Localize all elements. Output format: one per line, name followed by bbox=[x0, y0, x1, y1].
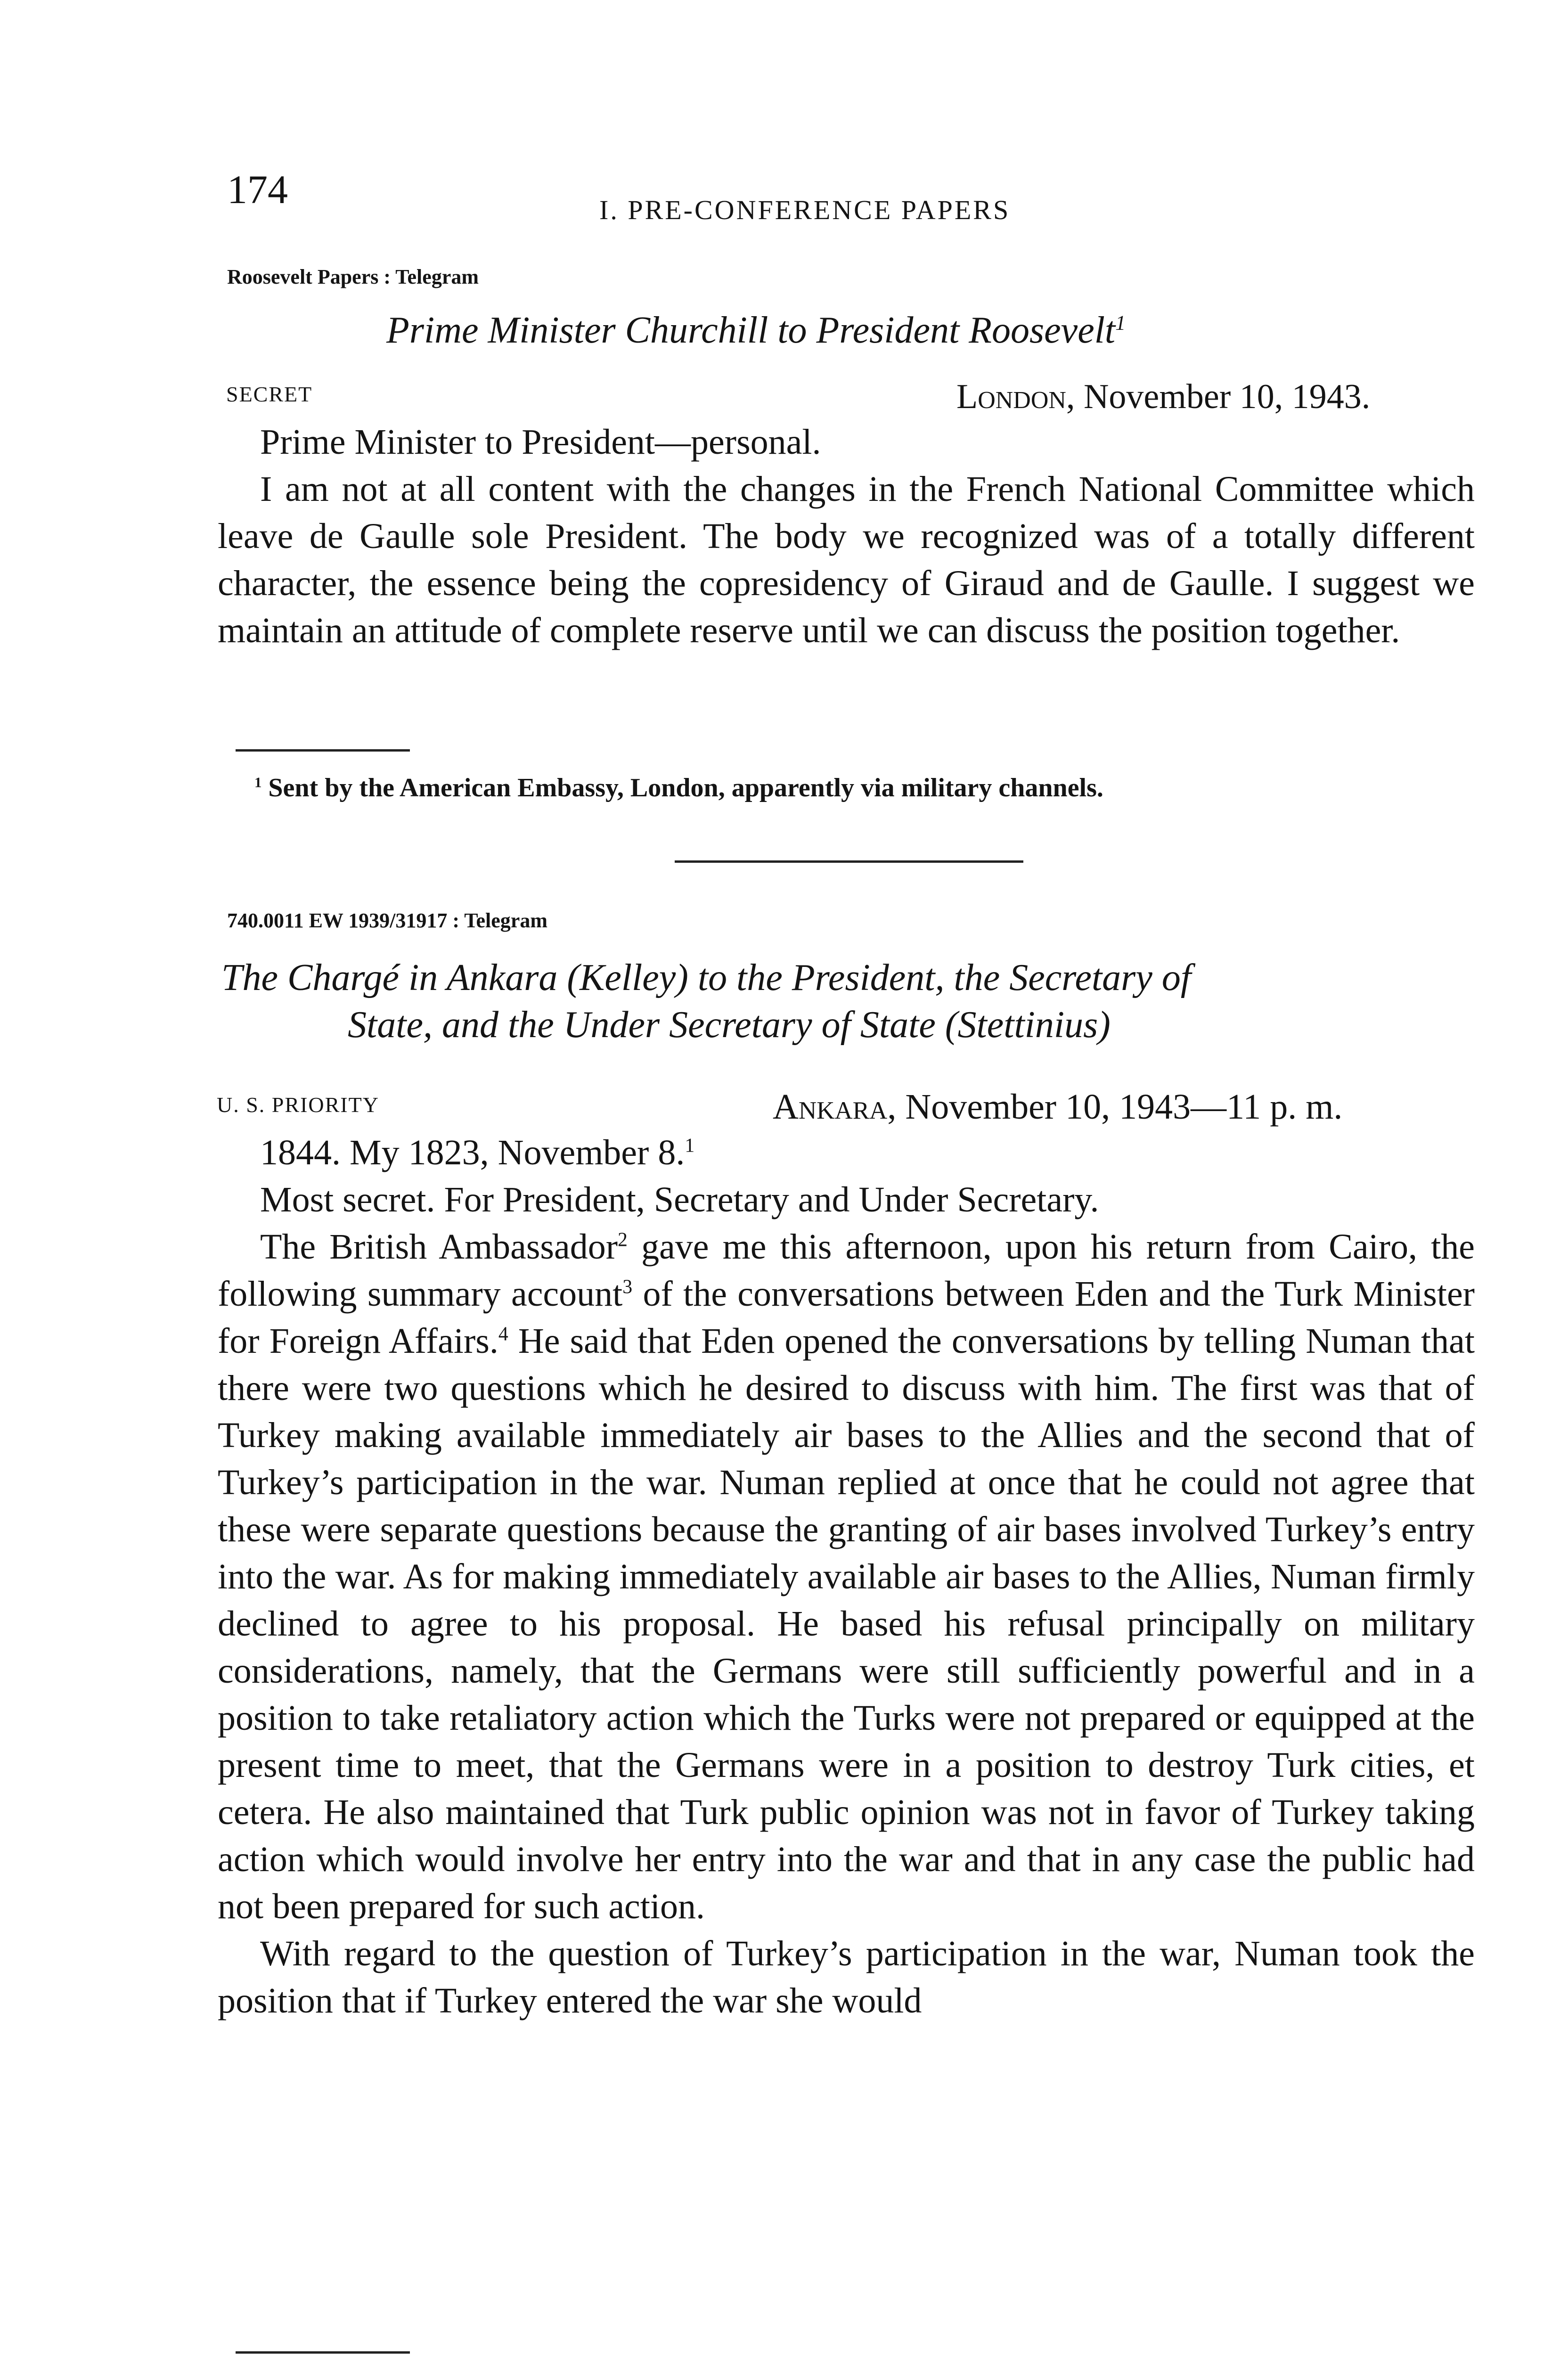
doc1-body bbox=[218, 418, 1475, 654]
doc2-ref-text: 1844. My 1823, November 8. bbox=[260, 1133, 685, 1172]
doc2-p1-part: The British Ambassador bbox=[260, 1227, 618, 1267]
doc2-note-ref: 4 bbox=[498, 1323, 508, 1345]
doc1-paragraph: Prime Minister to President—personal. bbox=[260, 422, 821, 462]
doc2-p1-part: He said that Eden opened the conversations by telling Numan that there were two questions which he desired to discuss with him. The first was that of Turkey making available immediately air bases to the Allies and the second that of Turkey’s participation in the war. Numan replied at once that he could not agree that these were separate questions because the granting of air bases involved Turkey’s entry into the war. As for making immediately available air bases to the Allies, Numan firmly declined to agree to his proposal. He based his refusal principally on military considerations, namely, that the Germans were still sufficiently powerful and in a position to take retaliatory action which the Turks were not prepared or equipped at the present time to meet, that the Germans were in a position to destroy Turk cities, et cetera. He also maintained that Turk public opinion was not in favor of Turkey taking action which would involve her entry into the war and that in any case the public had not been prepared for such action. bbox=[218, 1321, 1475, 1926]
doc1-footnote bbox=[254, 771, 1103, 805]
doc1-footnote-mark: 1 bbox=[254, 774, 262, 791]
doc2-title-line2: State, and the Under Secretary of State (Stettinius) bbox=[348, 1004, 1111, 1046]
page-number: 174 bbox=[227, 167, 288, 212]
doc2-line2: Most secret. For President, Secretary and Under Secretary. bbox=[260, 1180, 1099, 1219]
doc1-title-text: Prime Minister Churchill to President Roosevelt bbox=[386, 310, 1116, 351]
running-head: I. PRE-CONFERENCE PAPERS bbox=[599, 195, 1011, 225]
doc2-body bbox=[218, 1129, 1475, 2024]
doc2-p1-part: gave me this afternoon, upon his return from Cairo, the following summary account bbox=[218, 1227, 1475, 1314]
doc1-title bbox=[386, 309, 1126, 352]
doc2-ref-line bbox=[218, 1129, 1475, 1176]
doc2-paragraph-1 bbox=[218, 1223, 1475, 1930]
doc1-paragraph: I am not at all content with the changes in the French National Committee which leave de Gaulle sole President. The body we recognized was of a totally different character, the essence being the copresidency of Giraud and de Gaulle. I suggest we maintain an attitude of complete reserve until we can discuss the position together. bbox=[218, 469, 1475, 650]
doc2-ref-note: 1 bbox=[685, 1135, 695, 1157]
doc2-place: Ankara bbox=[773, 1087, 888, 1127]
section-divider bbox=[675, 860, 1023, 863]
doc1-dateline bbox=[956, 377, 1370, 417]
doc1-date: , November 10, 1943. bbox=[1066, 377, 1371, 416]
doc2-source: 740.0011 EW 1939/31917 : Telegram bbox=[227, 909, 547, 932]
doc1-classification: SECRET bbox=[226, 382, 313, 406]
doc1-footnote-text: Sent by the American Embassy, London, apparently via military channels. bbox=[268, 773, 1103, 802]
doc2-p1-part: of the conversations between Eden and the Turk Minister for Foreign Affairs. bbox=[218, 1274, 1475, 1361]
doc1-place: London bbox=[956, 377, 1066, 416]
doc2-note-ref: 3 bbox=[622, 1276, 633, 1298]
doc2-classification: U. S. PRIORITY bbox=[217, 1093, 379, 1117]
doc2-date: , November 10, 1943—11 p. m. bbox=[887, 1087, 1343, 1127]
footnote-rule bbox=[236, 749, 410, 752]
doc1-title-note: 1 bbox=[1115, 311, 1126, 335]
doc2-title-line1: The Chargé in Ankara (Kelley) to the President, the Secretary of bbox=[221, 957, 1192, 998]
doc2-note-ref: 2 bbox=[618, 1229, 628, 1251]
doc1-source: Roosevelt Papers : Telegram bbox=[227, 265, 479, 288]
footnote-rule bbox=[236, 2351, 410, 2354]
doc2-dateline bbox=[773, 1087, 1342, 1128]
doc2-paragraph-2: With regard to the question of Turkey’s participation in the war, Numan took the position that if Turkey entered the war she would bbox=[218, 1934, 1475, 2021]
